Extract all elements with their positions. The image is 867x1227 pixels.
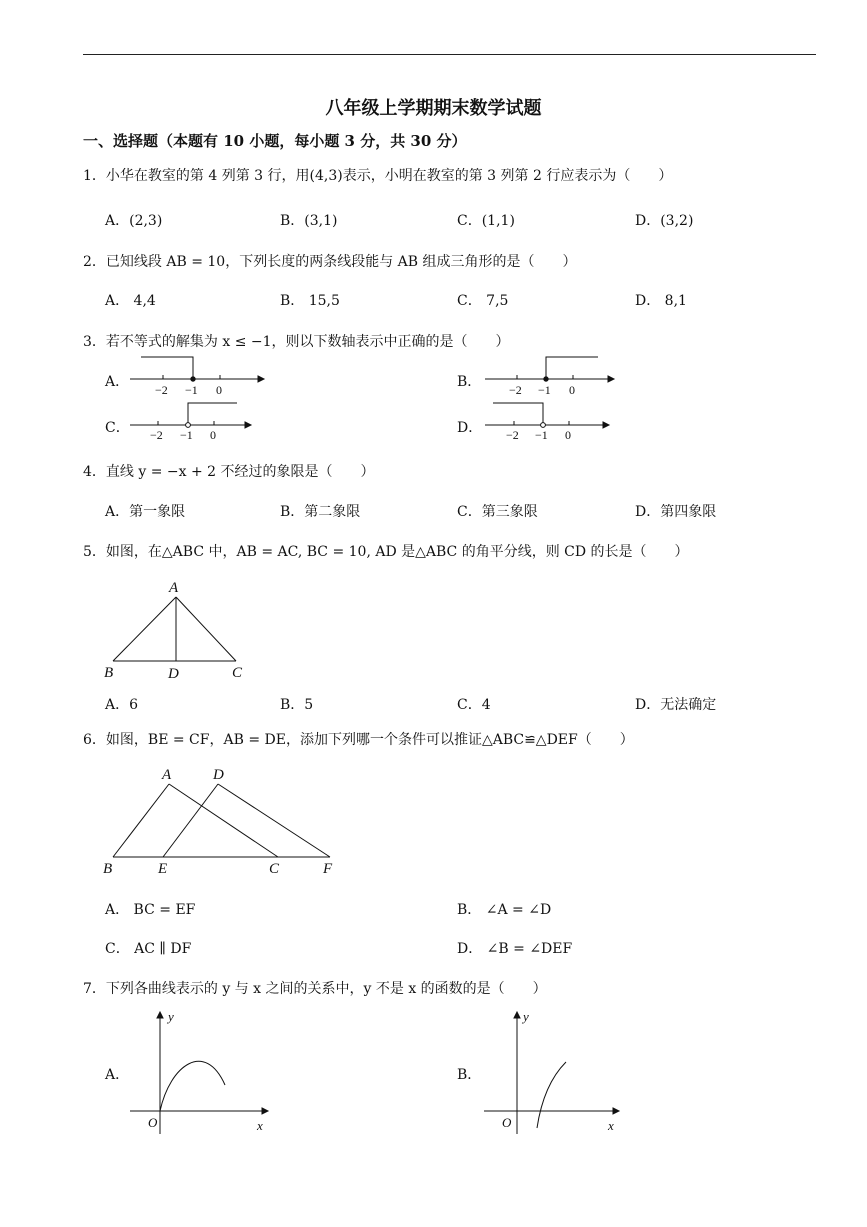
- q3-option-c: C．: [105, 420, 130, 436]
- q6-label-f: F: [323, 861, 333, 877]
- question-3-stem: 3．若不等式的解集为 x ≤ −1，则以下数轴表示中正确的是（ ）: [83, 334, 510, 350]
- q7-option-b: B．: [457, 1067, 482, 1083]
- q5-option-c: C．4: [457, 697, 491, 713]
- q1-option-a: A．(2,3): [105, 213, 163, 229]
- q6-label-a: A: [162, 767, 172, 783]
- q1-option-c: C．(1,1): [457, 213, 515, 229]
- q2-option-c: C． 7,5: [457, 293, 509, 309]
- page-title: 八年级上学期期末数学试题: [325, 98, 542, 119]
- q2-option-b: B． 15,5: [280, 293, 340, 309]
- question-5-stem: 5．如图，在△ABC 中，AB = AC, BC = 10, AD 是△ABC 的角平分线，则 CD 的长是（ ）: [83, 544, 689, 560]
- q6-label-c: C: [269, 861, 280, 877]
- section-heading: 一、选择题（本题有 10 小题，每小题 3 分，共 30 分）: [83, 132, 467, 150]
- q6-option-c: C． AC ∥ DF: [105, 941, 192, 957]
- q2-option-d: D． 8,1: [635, 293, 687, 309]
- q7a-axis-y: y: [168, 1009, 174, 1024]
- q7a-origin: O: [148, 1115, 158, 1130]
- q3b-tick-0: 0: [569, 383, 575, 397]
- q6-label-d: D: [213, 767, 224, 783]
- q3a-tick-neg1: −1: [185, 383, 198, 397]
- q4-option-d: D．第四象限: [635, 504, 717, 520]
- q5-label-b: B: [104, 665, 114, 681]
- q7-option-a: A．: [105, 1067, 130, 1083]
- q4-option-a: A．第一象限: [105, 504, 186, 520]
- q5-label-a: A: [169, 580, 179, 596]
- q7b-axis-x: x: [608, 1118, 614, 1133]
- q6-option-b: B． ∠A = ∠D: [457, 902, 552, 918]
- q3a-tick-neg2: −2: [155, 383, 168, 397]
- q5-option-d: D．无法确定: [635, 697, 717, 713]
- q1-option-b: B．(3,1): [280, 213, 338, 229]
- q3d-tick-0: 0: [565, 428, 571, 442]
- question-6-stem: 6．如图，BE = CF，AB = DE，添加下列哪一个条件可以推证△ABC≌△DEF（ ）: [83, 732, 634, 748]
- question-4-stem: 4．直线 y = −x + 2 不经过的象限是（ ）: [83, 464, 375, 480]
- q5-option-a: A．6: [105, 697, 139, 713]
- q6-option-d: D． ∠B = ∠DEF: [457, 941, 573, 957]
- q7b-origin: O: [502, 1115, 512, 1130]
- q3d-tick-neg2: −2: [506, 428, 519, 442]
- q3a-tick-0: 0: [216, 383, 222, 397]
- q6-label-b: B: [103, 861, 113, 877]
- question-7-stem: 7．下列各曲线表示的 y 与 x 之间的关系中，y 不是 x 的函数的是（ ）: [83, 981, 547, 997]
- q4-option-b: B．第二象限: [280, 504, 361, 520]
- q3b-tick-neg1: −1: [538, 383, 551, 397]
- q5-label-c: C: [232, 665, 243, 681]
- q3-option-b: B．: [457, 374, 482, 390]
- q4-option-c: C．第三象限: [457, 504, 538, 520]
- q7a-axis-x: x: [257, 1118, 263, 1133]
- q3b-tick-neg2: −2: [509, 383, 522, 397]
- q3-option-d: D．: [457, 420, 483, 436]
- q6-option-a: A． BC = EF: [105, 902, 196, 918]
- question-1-stem: 1．小华在教室的第 4 列第 3 行，用(4,3)表示，小明在教室的第 3 列第 2 行应表示为（ ）: [83, 168, 673, 184]
- q5-option-b: B．5: [280, 697, 314, 713]
- q3c-tick-neg2: −2: [150, 428, 163, 442]
- q3c-tick-neg1: −1: [180, 428, 193, 442]
- q3c-tick-0: 0: [210, 428, 216, 442]
- q2-option-a: A． 4,4: [105, 293, 156, 309]
- q6-label-e: E: [158, 861, 168, 877]
- q1-option-d: D．(3,2): [635, 213, 694, 229]
- q3-option-a: A．: [105, 374, 130, 390]
- q5-label-d: D: [168, 666, 179, 682]
- q7b-axis-y: y: [523, 1009, 529, 1024]
- q3d-tick-neg1: −1: [535, 428, 548, 442]
- question-2-stem: 2．已知线段 AB = 10，下列长度的两条线段能与 AB 组成三角形的是（ ）: [83, 254, 577, 270]
